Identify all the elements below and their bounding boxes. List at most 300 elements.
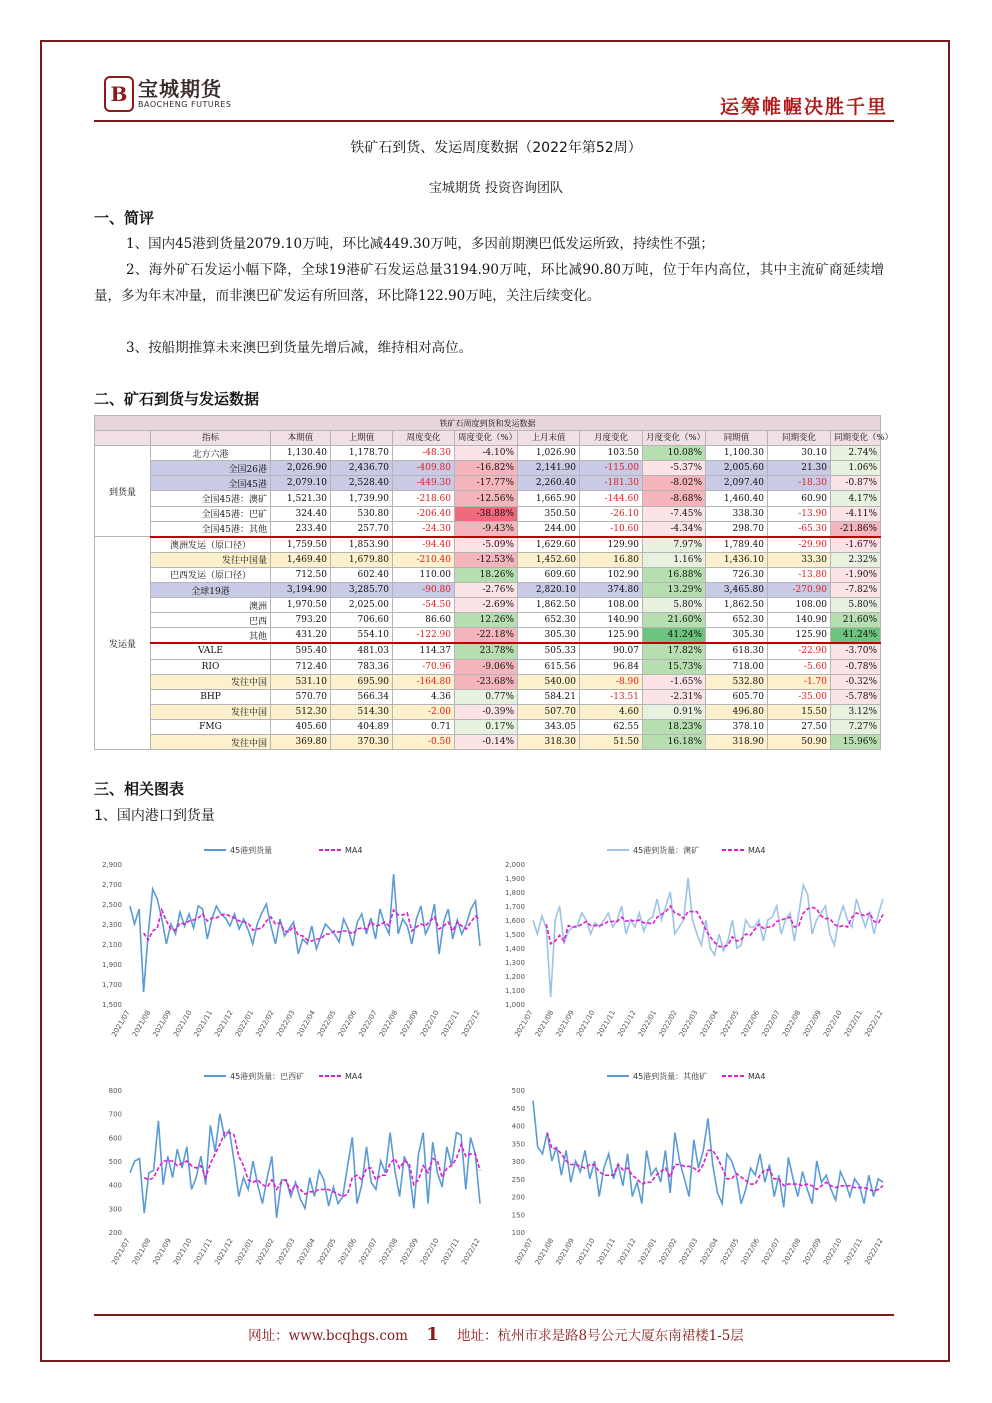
value-cell: 33.30 (768, 552, 831, 567)
y-tick-label: 1,400 (504, 945, 525, 953)
y-tick-label: 200 (108, 1229, 122, 1237)
series-line-main (533, 878, 883, 997)
value-cell: 305.30 (518, 628, 580, 644)
value-cell: 15.50 (768, 704, 831, 719)
value-cell: -22.18% (455, 628, 518, 644)
value-cell: 298.70 (706, 521, 768, 537)
value-cell: 129.90 (580, 537, 643, 553)
value-cell: -1.67% (831, 537, 881, 553)
document-team: 宝城期货 投资咨询团队 (428, 181, 564, 196)
x-tick-label: 2022/06 (739, 1009, 762, 1039)
row-label: 发往中国 (151, 674, 271, 689)
value-cell: 618.30 (706, 643, 768, 659)
value-cell: 244.00 (518, 521, 580, 537)
value-cell: -26.10 (580, 506, 643, 521)
value-cell: -7.82% (831, 583, 881, 598)
row-label: 澳洲发运（原口径） (151, 537, 271, 553)
value-cell: -2.76% (455, 583, 518, 598)
value-cell: -1.70 (768, 674, 831, 689)
group-label-shipment: 发运量 (95, 537, 151, 750)
value-cell: 1,970.50 (271, 598, 331, 613)
x-tick-label: 2022/04 (698, 1237, 721, 1267)
chart-45port-aus-ore (497, 836, 897, 1060)
value-cell: 496.80 (706, 704, 768, 719)
y-tick-label: 250 (511, 1175, 525, 1184)
value-cell: 4.60 (580, 704, 643, 719)
x-tick-label: 2022/03 (677, 1009, 700, 1039)
y-tick-label: 1,600 (504, 917, 525, 925)
review-point-3: 3、按船期推算未来澳巴到货量先增后减，维持相对高位。 (126, 340, 473, 356)
value-cell: 21.60% (643, 613, 706, 628)
y-tick-label: 700 (108, 1110, 122, 1119)
row-label: 全国45港：澳矿 (151, 491, 271, 506)
value-cell: 50.90 (768, 734, 831, 749)
value-cell: 652.30 (518, 613, 580, 628)
y-tick-label: 1,200 (504, 973, 525, 981)
logo-cn: 宝城期货 (138, 77, 222, 101)
value-cell: 5.80% (643, 598, 706, 613)
table-row (95, 613, 881, 628)
header-cell-blank (95, 431, 151, 446)
y-tick-label: 1,700 (101, 981, 122, 989)
value-cell: -2.69% (455, 598, 518, 613)
value-cell: -4.10% (455, 446, 518, 461)
value-cell: 86.60 (393, 613, 455, 628)
table-row (95, 674, 881, 689)
value-cell: 1,436.10 (706, 552, 768, 567)
value-cell: 706.60 (331, 613, 393, 628)
value-cell: -10.60 (580, 521, 643, 537)
value-cell: -115.00 (580, 461, 643, 476)
value-cell: 338.30 (706, 506, 768, 521)
value-cell: 108.00 (768, 598, 831, 613)
value-cell: -16.82% (455, 461, 518, 476)
value-cell: 257.70 (331, 521, 393, 537)
x-tick-label: 2022/06 (739, 1237, 762, 1267)
value-cell: 2,260.40 (518, 476, 580, 491)
y-tick-label: 300 (511, 1158, 525, 1166)
value-cell: 5.80% (831, 598, 881, 613)
value-cell: -4.11% (831, 506, 881, 521)
value-cell: -8.68% (643, 491, 706, 506)
x-tick-label: 2022/08 (377, 1009, 400, 1039)
column-header: 月度变化 (580, 431, 643, 446)
x-tick-label: 2022/10 (822, 1237, 844, 1267)
value-cell: 0.77% (455, 689, 518, 704)
value-cell: 540.00 (518, 674, 580, 689)
value-cell: -5.60 (768, 659, 831, 674)
value-cell: 566.34 (331, 689, 393, 704)
x-tick-label: 2022/12 (863, 1009, 885, 1039)
chart-45port-brazil-ore-svg (94, 1062, 494, 1288)
value-cell: 1,100.30 (706, 446, 768, 461)
x-tick-label: 2022/08 (780, 1009, 803, 1039)
row-label: 全国45港：巴矿 (151, 506, 271, 521)
company-logo (104, 76, 231, 112)
value-cell: 2,026.90 (271, 461, 331, 476)
value-cell: 481.03 (331, 643, 393, 659)
row-label: 巴西 (151, 613, 271, 628)
value-cell: 374.80 (580, 583, 643, 598)
x-tick-label: 2021/09 (554, 1009, 576, 1039)
x-tick-label: 2021/11 (192, 1237, 215, 1267)
value-cell: 114.37 (393, 643, 455, 659)
x-tick-label: 2022/03 (274, 1237, 297, 1267)
value-cell: 1,665.90 (518, 491, 580, 506)
value-cell: -449.30 (393, 476, 455, 491)
x-tick-label: 2022/05 (719, 1237, 741, 1267)
value-cell: 531.10 (271, 674, 331, 689)
table-row (95, 446, 881, 461)
x-tick-label: 2022/03 (677, 1237, 700, 1267)
column-header: 同期值 (706, 431, 768, 446)
y-tick-label: 2,900 (101, 861, 122, 869)
value-cell: 605.70 (706, 689, 768, 704)
x-tick-label: 2022/01 (636, 1237, 659, 1267)
section-heading-data: 二、矿石到货与发运数据 (94, 390, 260, 408)
x-tick-label: 2022/05 (719, 1009, 741, 1039)
x-tick-label: 2021/10 (172, 1009, 194, 1039)
column-header: 周度变化 (393, 431, 455, 446)
value-cell: -409.80 (393, 461, 455, 476)
value-cell: 1,739.90 (331, 491, 393, 506)
y-tick-label: 2,300 (101, 921, 122, 929)
y-tick-label: 350 (511, 1140, 525, 1149)
row-label: 全国26港 (151, 461, 271, 476)
x-tick-label: 2022/09 (398, 1009, 420, 1039)
value-cell: 90.07 (580, 643, 643, 659)
x-tick-label: 2022/12 (863, 1237, 885, 1267)
value-cell: 0.17% (455, 719, 518, 734)
value-cell: -29.90 (768, 537, 831, 553)
value-cell: -5.78% (831, 689, 881, 704)
value-cell: 12.26% (455, 613, 518, 628)
x-tick-label: 2021/08 (130, 1237, 153, 1267)
footer-rule (94, 1314, 894, 1316)
x-tick-label: 2021/09 (151, 1009, 173, 1039)
value-cell: 318.30 (518, 734, 580, 749)
value-cell: -12.56% (455, 491, 518, 506)
x-tick-label: 2021/07 (513, 1009, 535, 1039)
x-tick-label: 2022/08 (780, 1237, 803, 1267)
x-tick-label: 2022/11 (439, 1237, 462, 1267)
value-cell: 1,026.90 (518, 446, 580, 461)
value-cell: 1,789.40 (706, 537, 768, 553)
x-tick-label: 2021/08 (533, 1237, 556, 1267)
legend-label-ma: MA4 (748, 846, 766, 855)
value-cell: 793.20 (271, 613, 331, 628)
value-cell: -1.90% (831, 567, 881, 582)
table-title: 铁矿石周度到货和发运数据 (95, 416, 881, 431)
x-tick-label: 2022/02 (657, 1009, 679, 1039)
value-cell: 62.55 (580, 719, 643, 734)
y-tick-label: 2,100 (101, 941, 122, 949)
value-cell: 595.40 (271, 643, 331, 659)
row-label: 全国45港 (151, 476, 271, 491)
y-tick-label: 150 (511, 1211, 525, 1220)
legend-label-ma: MA4 (345, 846, 363, 855)
legend-label-ma: MA4 (345, 1072, 363, 1081)
value-cell: 1.16% (643, 552, 706, 567)
value-cell: 1,452.60 (518, 552, 580, 567)
column-header: 同期变化 (768, 431, 831, 446)
value-cell: -8.90 (580, 674, 643, 689)
chart-45port-other-ore (497, 1062, 897, 1288)
value-cell: 318.90 (706, 734, 768, 749)
value-cell: 378.10 (706, 719, 768, 734)
x-tick-label: 2022/08 (377, 1237, 400, 1267)
value-cell: 140.90 (580, 613, 643, 628)
y-tick-label: 1,800 (504, 889, 525, 897)
value-cell: -65.30 (768, 521, 831, 537)
table-row (95, 552, 881, 567)
x-tick-label: 2022/07 (760, 1009, 782, 1039)
x-tick-label: 2022/02 (254, 1237, 276, 1267)
legend-label-ma: MA4 (748, 1072, 766, 1081)
value-cell: 2,025.00 (331, 598, 393, 613)
value-cell: 16.88% (643, 567, 706, 582)
series-line-main (130, 874, 480, 992)
value-cell: 4.17% (831, 491, 881, 506)
value-cell: -3.70% (831, 643, 881, 659)
value-cell: 21.30 (768, 461, 831, 476)
value-cell: 96.84 (580, 659, 643, 674)
footer (0, 1324, 992, 1345)
page-number: 1 (426, 1324, 439, 1345)
value-cell: -2.31% (643, 689, 706, 704)
value-cell: -13.80 (768, 567, 831, 582)
value-cell: 554.10 (331, 628, 393, 644)
x-tick-label: 2022/09 (801, 1237, 823, 1267)
value-cell: 17.82% (643, 643, 706, 659)
value-cell: 1,679.80 (331, 552, 393, 567)
value-cell: 343.05 (518, 719, 580, 734)
value-cell: 2.74% (831, 446, 881, 461)
row-label: 发往中国量 (151, 552, 271, 567)
value-cell: 305.30 (706, 628, 768, 644)
x-tick-label: 2022/01 (233, 1237, 256, 1267)
row-label: 其他 (151, 628, 271, 644)
legend-label-main: 45港到货量：巴西矿 (230, 1072, 305, 1081)
x-tick-label: 2022/12 (460, 1237, 482, 1267)
value-cell: 1.06% (831, 461, 881, 476)
table-row (95, 506, 881, 521)
footer-website[interactable]: 网址：www.bcqhgs.com (248, 1328, 408, 1344)
value-cell: 108.00 (580, 598, 643, 613)
value-cell: 652.30 (706, 613, 768, 628)
table-row (95, 537, 881, 553)
value-cell: 1,130.40 (271, 446, 331, 461)
value-cell: -9.06% (455, 659, 518, 674)
row-label: RIO (151, 659, 271, 674)
x-tick-label: 2021/08 (533, 1009, 556, 1039)
table-row (95, 491, 881, 506)
value-cell: 60.90 (768, 491, 831, 506)
value-cell: -70.96 (393, 659, 455, 674)
x-tick-label: 2022/01 (636, 1009, 659, 1039)
value-cell: -18.30 (768, 476, 831, 491)
chart-45port-other-ore-svg (497, 1062, 897, 1288)
chart-45port-arrivals (94, 836, 494, 1060)
value-cell: -0.14% (455, 734, 518, 749)
y-tick-label: 1,500 (504, 931, 525, 939)
document-title: 铁矿石到货、发运周度数据（2022年第52周） (350, 140, 642, 156)
table-header-row (95, 431, 881, 446)
x-tick-label: 2022/07 (760, 1237, 782, 1267)
x-tick-label: 2021/07 (110, 1009, 132, 1039)
value-cell: -0.39% (455, 704, 518, 719)
value-cell: 2,820.10 (518, 583, 580, 598)
x-tick-label: 2022/10 (419, 1237, 441, 1267)
chart-45port-arrivals-svg (94, 836, 494, 1060)
group-label-arrival: 到货量 (95, 446, 151, 537)
value-cell: 0.91% (643, 704, 706, 719)
y-tick-label: 1,700 (504, 903, 525, 911)
review-point-2: 2、海外矿石发运小幅下降，全球19港矿石发运总量3194.90万吨，环比减90.80万吨，位于年内高位，其中主流矿商延续增量，多为年末冲量，而非澳巴矿发运有所回落，环比降122.90万吨，关注后续变化。 (94, 262, 884, 304)
value-cell: 350.50 (518, 506, 580, 521)
value-cell: 4.36 (393, 689, 455, 704)
y-tick-label: 1,500 (101, 1001, 122, 1009)
value-cell: 609.60 (518, 567, 580, 582)
series-line-main (130, 1114, 480, 1218)
y-tick-label: 1,000 (504, 1001, 525, 1009)
value-cell: 1,862.50 (706, 598, 768, 613)
value-cell: -5.37% (643, 461, 706, 476)
value-cell: -270.90 (768, 583, 831, 598)
x-tick-label: 2022/05 (316, 1237, 338, 1267)
row-label: 发往中国 (151, 734, 271, 749)
value-cell: 615.56 (518, 659, 580, 674)
value-cell: 369.80 (271, 734, 331, 749)
y-tick-label: 2,500 (101, 901, 122, 909)
value-cell: -0.87% (831, 476, 881, 491)
y-tick-label: 500 (511, 1087, 525, 1095)
row-label: 北方六港 (151, 446, 271, 461)
value-cell: 18.23% (643, 719, 706, 734)
table-row (95, 583, 881, 598)
chart-45port-aus-ore-svg (497, 836, 897, 1060)
value-cell: 18.26% (455, 567, 518, 582)
x-tick-label: 2021/11 (595, 1237, 618, 1267)
column-header: 本期值 (271, 431, 331, 446)
x-tick-label: 2022/06 (336, 1237, 359, 1267)
value-cell: 1,178.70 (331, 446, 393, 461)
x-tick-label: 2021/09 (151, 1237, 173, 1267)
value-cell: 30.10 (768, 446, 831, 461)
value-cell: 3,194.90 (271, 583, 331, 598)
y-tick-label: 100 (511, 1229, 525, 1237)
value-cell: 2,141.90 (518, 461, 580, 476)
chart-45port-brazil-ore (94, 1062, 494, 1288)
value-cell: -38.88% (455, 506, 518, 521)
value-cell: 2,528.40 (331, 476, 393, 491)
slogan: 运筹帷幄决胜千里 (719, 96, 888, 118)
table-row (95, 521, 881, 537)
table-title-row (95, 416, 881, 431)
value-cell: 102.90 (580, 567, 643, 582)
x-tick-label: 2022/02 (254, 1009, 276, 1039)
row-label: BHP (151, 689, 271, 704)
series-line-main (533, 1101, 883, 1208)
x-tick-label: 2022/11 (439, 1009, 462, 1039)
value-cell: 2,079.10 (271, 476, 331, 491)
value-cell: 1,629.60 (518, 537, 580, 553)
value-cell: 570.70 (271, 689, 331, 704)
value-cell: -164.80 (393, 674, 455, 689)
value-cell: 10.08% (643, 446, 706, 461)
subsection-port-arrivals: 1、国内港口到货量 (94, 808, 215, 824)
value-cell: -0.50 (393, 734, 455, 749)
value-cell: 514.30 (331, 704, 393, 719)
legend-label-main: 45港到货量 (230, 846, 273, 855)
row-label: FMG (151, 719, 271, 734)
value-cell: -94.40 (393, 537, 455, 553)
value-cell: 505.33 (518, 643, 580, 659)
value-cell: 1,469.40 (271, 552, 331, 567)
x-tick-label: 2022/10 (419, 1009, 441, 1039)
value-cell: -17.77% (455, 476, 518, 491)
value-cell: -24.30 (393, 521, 455, 537)
value-cell: 584.21 (518, 689, 580, 704)
x-tick-label: 2022/03 (274, 1009, 297, 1039)
value-cell: 404.89 (331, 719, 393, 734)
value-cell: -144.60 (580, 491, 643, 506)
value-cell: -5.09% (455, 537, 518, 553)
x-tick-label: 2021/09 (554, 1237, 576, 1267)
y-tick-label: 400 (108, 1181, 122, 1190)
x-tick-label: 2022/01 (233, 1009, 256, 1039)
value-cell: 51.50 (580, 734, 643, 749)
review-point-1: 1、国内45港到货量2079.10万吨，环比减449.30万吨，多因前期澳巴低发运所致，持续性不强； (126, 236, 714, 252)
value-cell: 726.30 (706, 567, 768, 582)
value-cell: 512.30 (271, 704, 331, 719)
value-cell: 1,862.50 (518, 598, 580, 613)
row-label: 全国45港：其他 (151, 521, 271, 537)
section-heading-charts: 三、相关图表 (94, 780, 185, 798)
y-tick-label: 1,900 (504, 875, 525, 883)
x-tick-label: 2022/11 (842, 1009, 865, 1039)
value-cell: 125.90 (768, 628, 831, 644)
table-row (95, 643, 881, 659)
value-cell: 125.90 (580, 628, 643, 644)
y-tick-label: 1,300 (504, 959, 525, 967)
value-cell: -54.50 (393, 598, 455, 613)
y-tick-label: 400 (511, 1122, 525, 1131)
table-row (95, 659, 881, 674)
value-cell: 783.36 (331, 659, 393, 674)
row-label: 发往中国 (151, 704, 271, 719)
value-cell: -8.02% (643, 476, 706, 491)
value-cell: 431.20 (271, 628, 331, 644)
value-cell: 370.30 (331, 734, 393, 749)
value-cell: -210.40 (393, 552, 455, 567)
table-row (95, 598, 881, 613)
value-cell: 21.60% (831, 613, 881, 628)
value-cell: 2,097.40 (706, 476, 768, 491)
value-cell: 602.40 (331, 567, 393, 582)
y-tick-label: 1,100 (504, 987, 525, 995)
x-tick-label: 2021/10 (575, 1009, 597, 1039)
x-tick-label: 2022/10 (822, 1009, 844, 1039)
x-tick-label: 2021/12 (213, 1237, 235, 1267)
row-label: 全球19港 (151, 583, 271, 598)
x-tick-label: 2021/11 (595, 1009, 618, 1039)
value-cell: 103.50 (580, 446, 643, 461)
x-tick-label: 2022/04 (295, 1009, 318, 1039)
y-tick-label: 800 (108, 1087, 122, 1095)
x-tick-label: 2022/07 (357, 1009, 379, 1039)
table-row (95, 734, 881, 749)
